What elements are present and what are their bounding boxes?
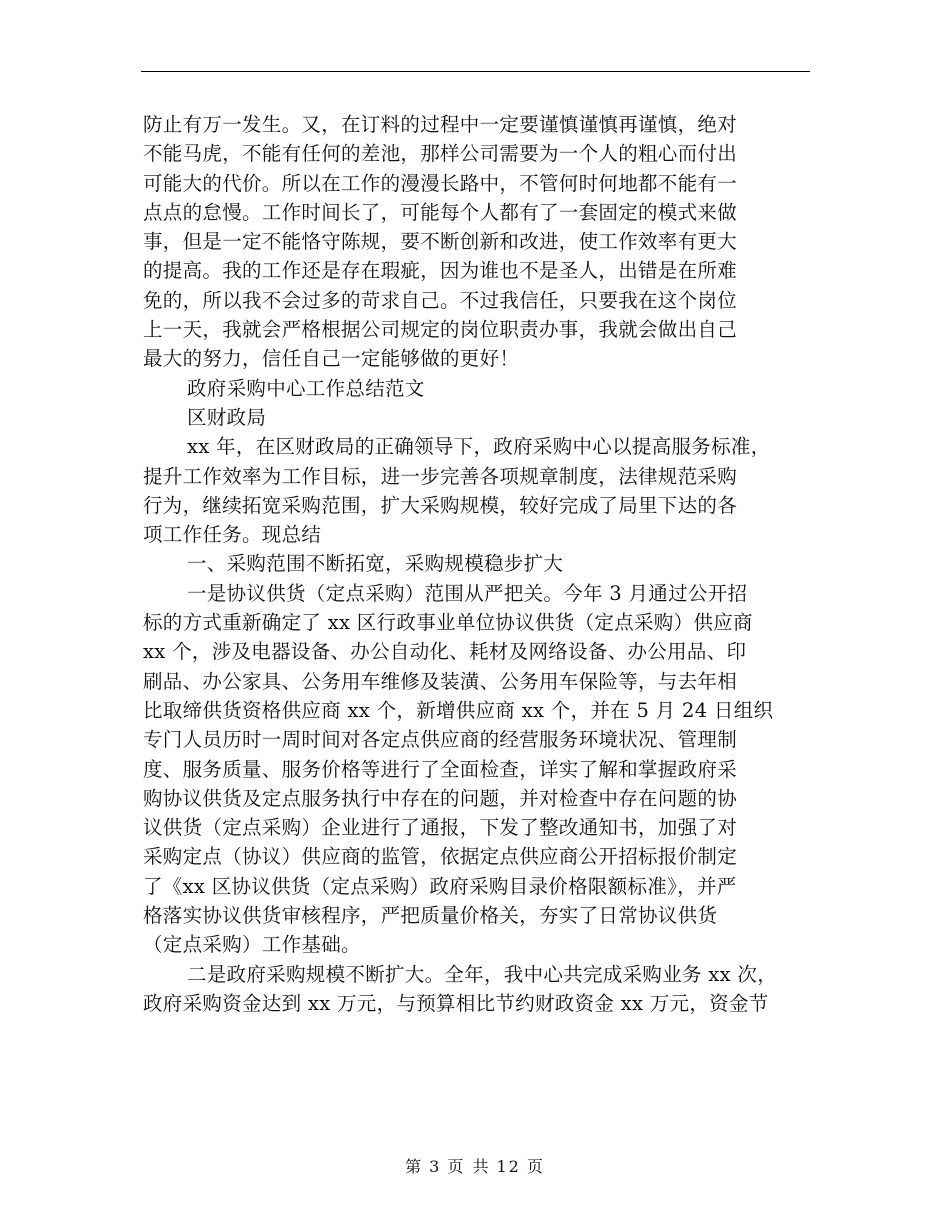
text-line: 购协议供货及定点服务执行中存在的问题，并对检查中存在问题的协 (143, 786, 738, 810)
text-line: 防止有万一发生。又，在订料的过程中一定要谨慎谨慎再谨慎，绝对 (143, 113, 738, 136)
text-line: 免的，所以我不会过多的苛求自己。不过我信任，只要我在这个岗位 (143, 288, 738, 312)
document-body (143, 110, 833, 1018)
text-line: 的提高。我的工作还是存在瑕疵，因为谁也不是圣人，出错是在所难 (143, 259, 738, 283)
text-line: 专门人员历时一周时间对各定点供应商的经营服务环境状况、管理制 (143, 728, 738, 752)
text-line: 二是政府采购规模不断扩大。全年，我中心共完成采购业务 xx 次， (187, 962, 777, 986)
text-line: 度、服务质量、服务价格等进行了全面检查，详实了解和掌握政府采 (143, 757, 738, 781)
text-line: 不能马虎，不能有任何的差池，那样公司需要为一个人的粗心而付出 (143, 142, 738, 166)
footer-prefix: 第 (405, 1157, 424, 1176)
text-line: 可能大的代价。所以在工作的漫漫长路中，不管何时何地都不能有一 (143, 171, 738, 195)
text-line: 比取缔供货资格供应商 xx 个，新增供应商 xx 个，并在 5 月 24 日组织 (143, 698, 774, 722)
text-line: 点点的怠慢。工作时间长了，可能每个人都有了一套固定的模式来做 (143, 200, 738, 224)
text-line: 最大的努力，信任自己一定能够做的更好！ (143, 347, 520, 371)
text-line: 政府采购资金达到 xx 万元，与预算相比节约财政资金 xx 万元，资金节 (143, 991, 769, 1015)
header-rule (141, 71, 810, 72)
footer-suffix: 页 (526, 1157, 545, 1176)
text-line: 标的方式重新确定了 xx 区行政事业单位协议供货（定点采购）供应商 (143, 611, 753, 635)
text-line: 项工作任务。现总结 (143, 523, 322, 547)
text-line: 一是协议供货（定点采购）范围从严把关。今年 3 月通过公开招 (187, 581, 748, 605)
text-line: 议供货（定点采购）企业进行了通报，下发了整改通知书，加强了对 (143, 816, 738, 840)
footer-middle: 页 共 (447, 1157, 491, 1176)
text-line: 区财政局 (187, 405, 267, 429)
text-line: 一、采购范围不断拓宽，采购规模稳步扩大 (187, 552, 564, 576)
footer-total-pages: 12 (496, 1157, 521, 1176)
footer-page-number: 3 (429, 1157, 442, 1176)
text-line: 政府采购中心工作总结范文 (187, 376, 425, 400)
text-line: 采购定点（协议）供应商的监管，依据定点供应商公开招标报价制定 (143, 845, 738, 869)
text-line: 格落实协议供货审核程序，严把质量价格关，夯实了日常协议供货 (143, 904, 718, 928)
text-line: 了《xx 区协议供货（定点采购）政府采购目录价格限额标准》，并严 (143, 874, 737, 898)
text-line: xx 个，涉及电器设备、办公自动化、耗材及网络设备、办公用品、印 (143, 640, 747, 664)
text-line: （定点采购）工作基础。 (143, 933, 361, 957)
text-line: xx 年，在区财政局的正确领导下，政府采购中心以提高服务标准， (187, 435, 771, 459)
text-line: 事，但是一定不能恪守陈规，要不断创新和改进，使工作效率有更大 (143, 230, 738, 254)
text-line: 上一天，我就会严格根据公司规定的岗位职责办事，我就会做出自己 (143, 318, 738, 342)
text-line: 行为，继续拓宽采购范围，扩大采购规模，较好完成了局里下达的各 (143, 493, 738, 517)
page-footer (0, 1154, 950, 1177)
text-line: 刷品、办公家具、公务用车维修及装潢、公务用车保险等，与去年相 (143, 669, 738, 693)
text-line: 提升工作效率为工作目标，进一步完善各项规章制度，法律规范采购 (143, 464, 738, 488)
